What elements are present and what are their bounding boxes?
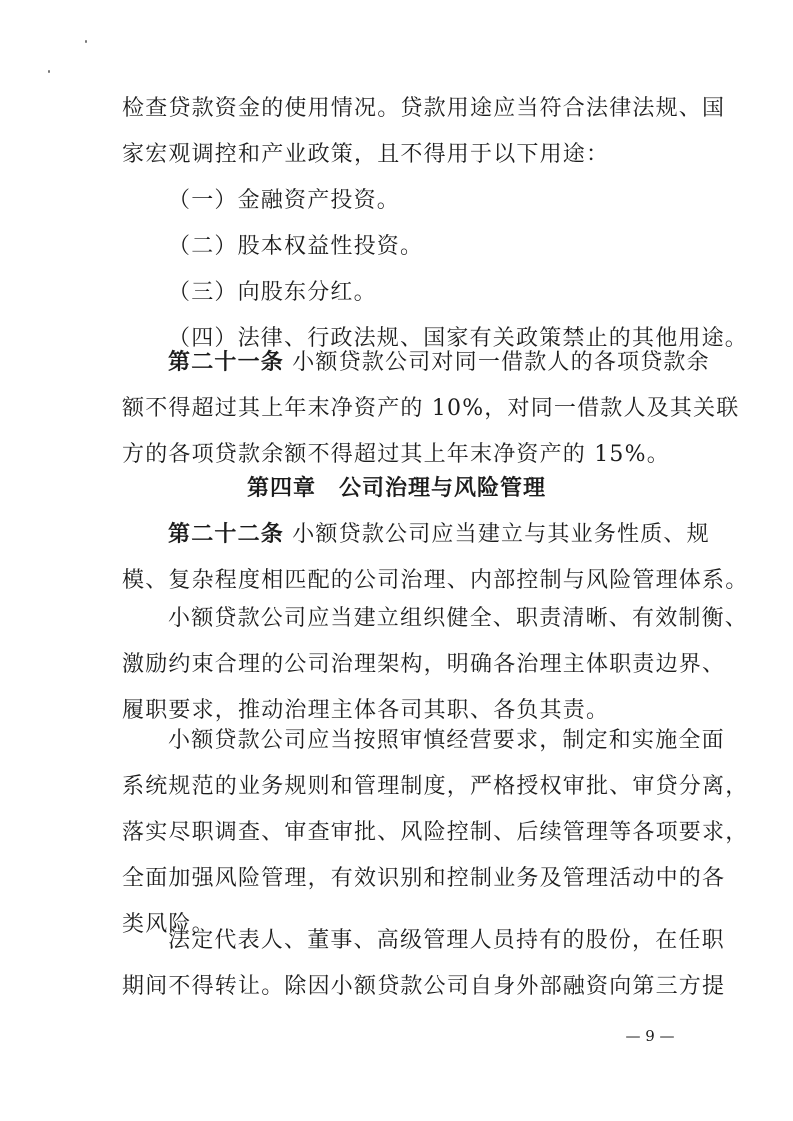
article-21-label: 第二十一条 xyxy=(168,350,285,375)
article-21-line xyxy=(122,340,710,386)
risk-management-paragraph xyxy=(122,718,749,948)
list-item: （二）股本权益性投资。 xyxy=(168,234,424,259)
prohibited-uses-list xyxy=(122,178,749,362)
shares-paragraph xyxy=(122,918,726,1010)
article-21 xyxy=(122,340,740,478)
text-line: 检查贷款资金的使用情况。贷款用途应当符合法律法规、国 xyxy=(122,96,726,121)
text-line: 类风险。 xyxy=(122,912,215,937)
list-item: （四）法律、行政法规、国家有关政策禁止的其他用途。 xyxy=(168,326,749,351)
article-22-line xyxy=(122,512,710,558)
continuation-paragraph xyxy=(122,86,726,178)
text-line: 法定代表人、董事、高级管理人员持有的股份，在任职 xyxy=(168,928,725,953)
article-21-text: 小额贷款公司对同一借款人的各项贷款余 xyxy=(292,350,710,375)
text-line: 小额贷款公司应当按照审慎经营要求，制定和实施全面 xyxy=(168,728,725,753)
text-line: 期间不得转让。除因小额贷款公司自身外部融资向第三方提 xyxy=(122,974,726,999)
scan-speck xyxy=(85,40,87,43)
text-line: 方的各项贷款余额不得超过其上年末净资产的 15%。 xyxy=(122,442,670,467)
list-item: （一）金融资产投资。 xyxy=(168,188,401,213)
chapter-title: 第四章 公司治理与风险管理 xyxy=(246,476,546,501)
text-line: 模、复杂程度相匹配的公司治理、内部控制与风险管理体系。 xyxy=(122,568,749,593)
text-line: 小额贷款公司应当建立组织健全、职责清晰、有效制衡、 xyxy=(168,606,749,631)
text-line: 全面加强风险管理，有效识别和控制业务及管理活动中的各 xyxy=(122,866,726,891)
text-line: 系统规范的业务规则和管理制度，严格授权审批、审贷分离， xyxy=(122,774,749,799)
text-line: 激励约束合理的公司治理架构，明确各治理主体职责边界、 xyxy=(122,652,726,677)
scan-speck xyxy=(48,70,50,73)
page-number: — 9 — xyxy=(625,1027,675,1045)
article-22-text: 小额贷款公司应当建立与其业务性质、规 xyxy=(292,522,710,547)
text-line: 家宏观调控和产业政策，且不得用于以下用途： xyxy=(122,142,610,167)
list-item: （三）向股东分红。 xyxy=(168,280,377,305)
text-line: 履职要求，推动治理主体各司其职、各负其责。 xyxy=(122,698,610,723)
article-22-label: 第二十二条 xyxy=(168,522,285,547)
article-22 xyxy=(122,512,749,604)
text-line: 落实尽职调查、审查审批、风险控制、后续管理等各项要求， xyxy=(122,820,749,845)
governance-paragraph xyxy=(122,596,749,734)
text-line: 额不得超过其上年末净资产的 10%，对同一借款人及其关联 xyxy=(122,396,740,421)
